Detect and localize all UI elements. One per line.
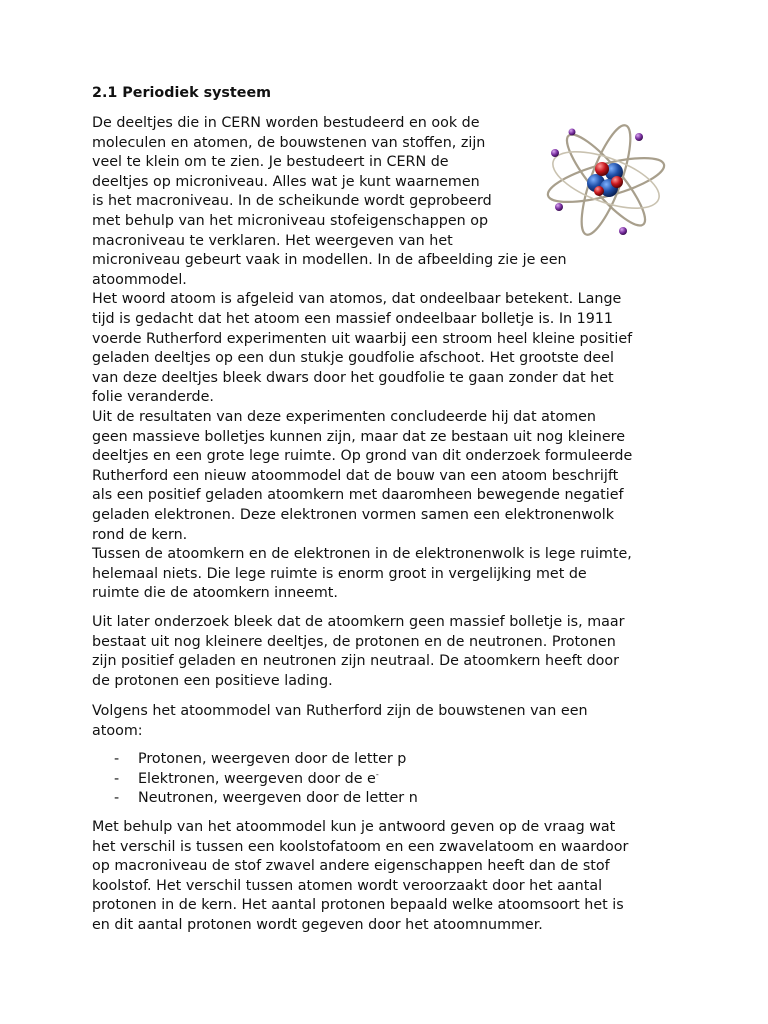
electron bbox=[569, 129, 576, 136]
paragraph-line: koolstof. Het verschil tussen atomen wordt veroorzaakt door het aantal bbox=[92, 877, 603, 894]
paragraph-line: Uit de resultaten van deze experimenten concludeerde hij dat atomen bbox=[92, 409, 596, 425]
list-item-electrons bbox=[138, 770, 379, 790]
electron bbox=[635, 133, 643, 141]
paragraph-line: geladen elektronen. Deze elektronen vormen samen een elektronenwolk bbox=[92, 507, 614, 523]
proton bbox=[595, 162, 609, 176]
paragraph-line: rond de kern. bbox=[92, 526, 188, 543]
paragraph-line: de protonen een positieve lading. bbox=[92, 672, 333, 689]
paragraph-line: Met behulp van het atoommodel kun je antwoord geven op de vraag wat bbox=[92, 819, 616, 835]
paragraph-line: helemaal niets. Die lege ruimte is enorm groot in vergelijking met de bbox=[92, 565, 587, 582]
paragraph-line: deeltjes en een grote lege ruimte. Op grond van dit onderzoek formuleerde bbox=[92, 448, 633, 465]
paragraph-line: folie veranderde. bbox=[92, 389, 214, 406]
paragraph-line: geen massieve bolletjes kunnen zijn, maar dat ze bestaan uit nog kleinere bbox=[92, 428, 625, 445]
paragraph-line: protonen in de kern. Het aantal protonen bepaald welke atoomsoort het is bbox=[92, 897, 624, 914]
paragraph-line: met behulp van het microniveau stofeigenschappen op bbox=[92, 213, 489, 229]
paragraph-line: veel te klein om te zien. Je bestudeert in CERN de bbox=[92, 154, 449, 171]
paragraph-line: zijn positief geladen en neutronen zijn neutraal. De atoomkern heeft door bbox=[92, 653, 620, 670]
list-bullet: - bbox=[114, 770, 120, 787]
paragraph-line: microniveau gebeurt vaak in modellen. In de afbeelding zie je een bbox=[92, 252, 567, 269]
paragraph-line: op macroniveau de stof zwavel andere eigenschappen heeft dan de stof bbox=[92, 858, 610, 875]
proton bbox=[611, 176, 623, 188]
paragraph-line: atoom: bbox=[92, 722, 143, 739]
paragraph-line: geladen deeltjes op een dun stukje goudfolie afschoot. Het grootste deel bbox=[92, 350, 614, 367]
paragraph-line: macroniveau te verklaren. Het weergeven van het bbox=[92, 232, 453, 249]
paragraph-line: Tussen de atoomkern en de elektronen in de elektronenwolk is lege ruimte, bbox=[92, 546, 632, 563]
paragraph-line: bestaat uit nog kleinere deeltjes, de protonen en de neutronen. Protonen bbox=[92, 633, 616, 650]
paragraph-line: deeltjes op microniveau. Alles wat je kunt waarnemen bbox=[92, 173, 480, 190]
paragraph-line: moleculen en atomen, de bouwstenen van stoffen, zijn bbox=[92, 134, 486, 151]
list-bullet: - bbox=[114, 751, 120, 767]
electron bbox=[555, 203, 563, 211]
atom-model-illustration bbox=[542, 120, 670, 244]
paragraph-line: Uit later onderzoek bleek dat de atoomkern geen massief bolletje is, maar bbox=[92, 614, 625, 630]
paragraph-line: het verschil is tussen een koolstofatoom en een zwavelatoom en waardoor bbox=[92, 838, 629, 855]
paragraph-line: Volgens het atoommodel van Rutherford zijn de bouwstenen van een bbox=[92, 703, 588, 719]
proton bbox=[594, 186, 604, 196]
list-item-neutrons: Neutronen, weergeven door de letter n bbox=[138, 790, 418, 807]
paragraph-line: De deeltjes die in CERN worden bestudeerd en ook de bbox=[92, 115, 480, 131]
list-item-electrons-text: Elektronen, weergeven door de e bbox=[138, 770, 376, 787]
paragraph-line: voerde Rutherford experimenten uit waarbij een stroom heel kleine positief bbox=[92, 330, 633, 347]
electron bbox=[551, 149, 559, 157]
electron bbox=[619, 227, 627, 235]
paragraph-line: tijd is gedacht dat het atoom een massief ondeelbaar bolletje is. In 1911 bbox=[92, 311, 614, 327]
paragraph-line: en dit aantal protonen wordt gegeven door het atoomnummer. bbox=[92, 917, 543, 933]
paragraph-line: Het woord atoom is afgeleid van atomos, dat ondeelbaar betekent. Lange bbox=[92, 291, 622, 308]
paragraph-line: Rutherford een nieuw atoommodel dat de bouw van een atoom beschrijft bbox=[92, 467, 619, 484]
section-title: 2.1 Periodiek systeem bbox=[92, 85, 272, 101]
list-item-protons: Protonen, weergeven door de letter p bbox=[138, 751, 407, 767]
electron-charge-superscript: - bbox=[375, 769, 379, 779]
paragraph-line: als een positief geladen atoomkern met daaromheen bewegende negatief bbox=[92, 487, 624, 504]
paragraph-line: ruimte die de atoomkern inneemt. bbox=[92, 585, 338, 602]
list-bullet: - bbox=[114, 790, 120, 807]
paragraph-line: is het macroniveau. In de scheikunde wordt geprobeerd bbox=[92, 193, 492, 210]
paragraph-line: atoommodel. bbox=[92, 271, 187, 288]
paragraph-line: van deze deeltjes bleek dwars door het goudfolie te gaan zonder dat het bbox=[92, 369, 614, 386]
